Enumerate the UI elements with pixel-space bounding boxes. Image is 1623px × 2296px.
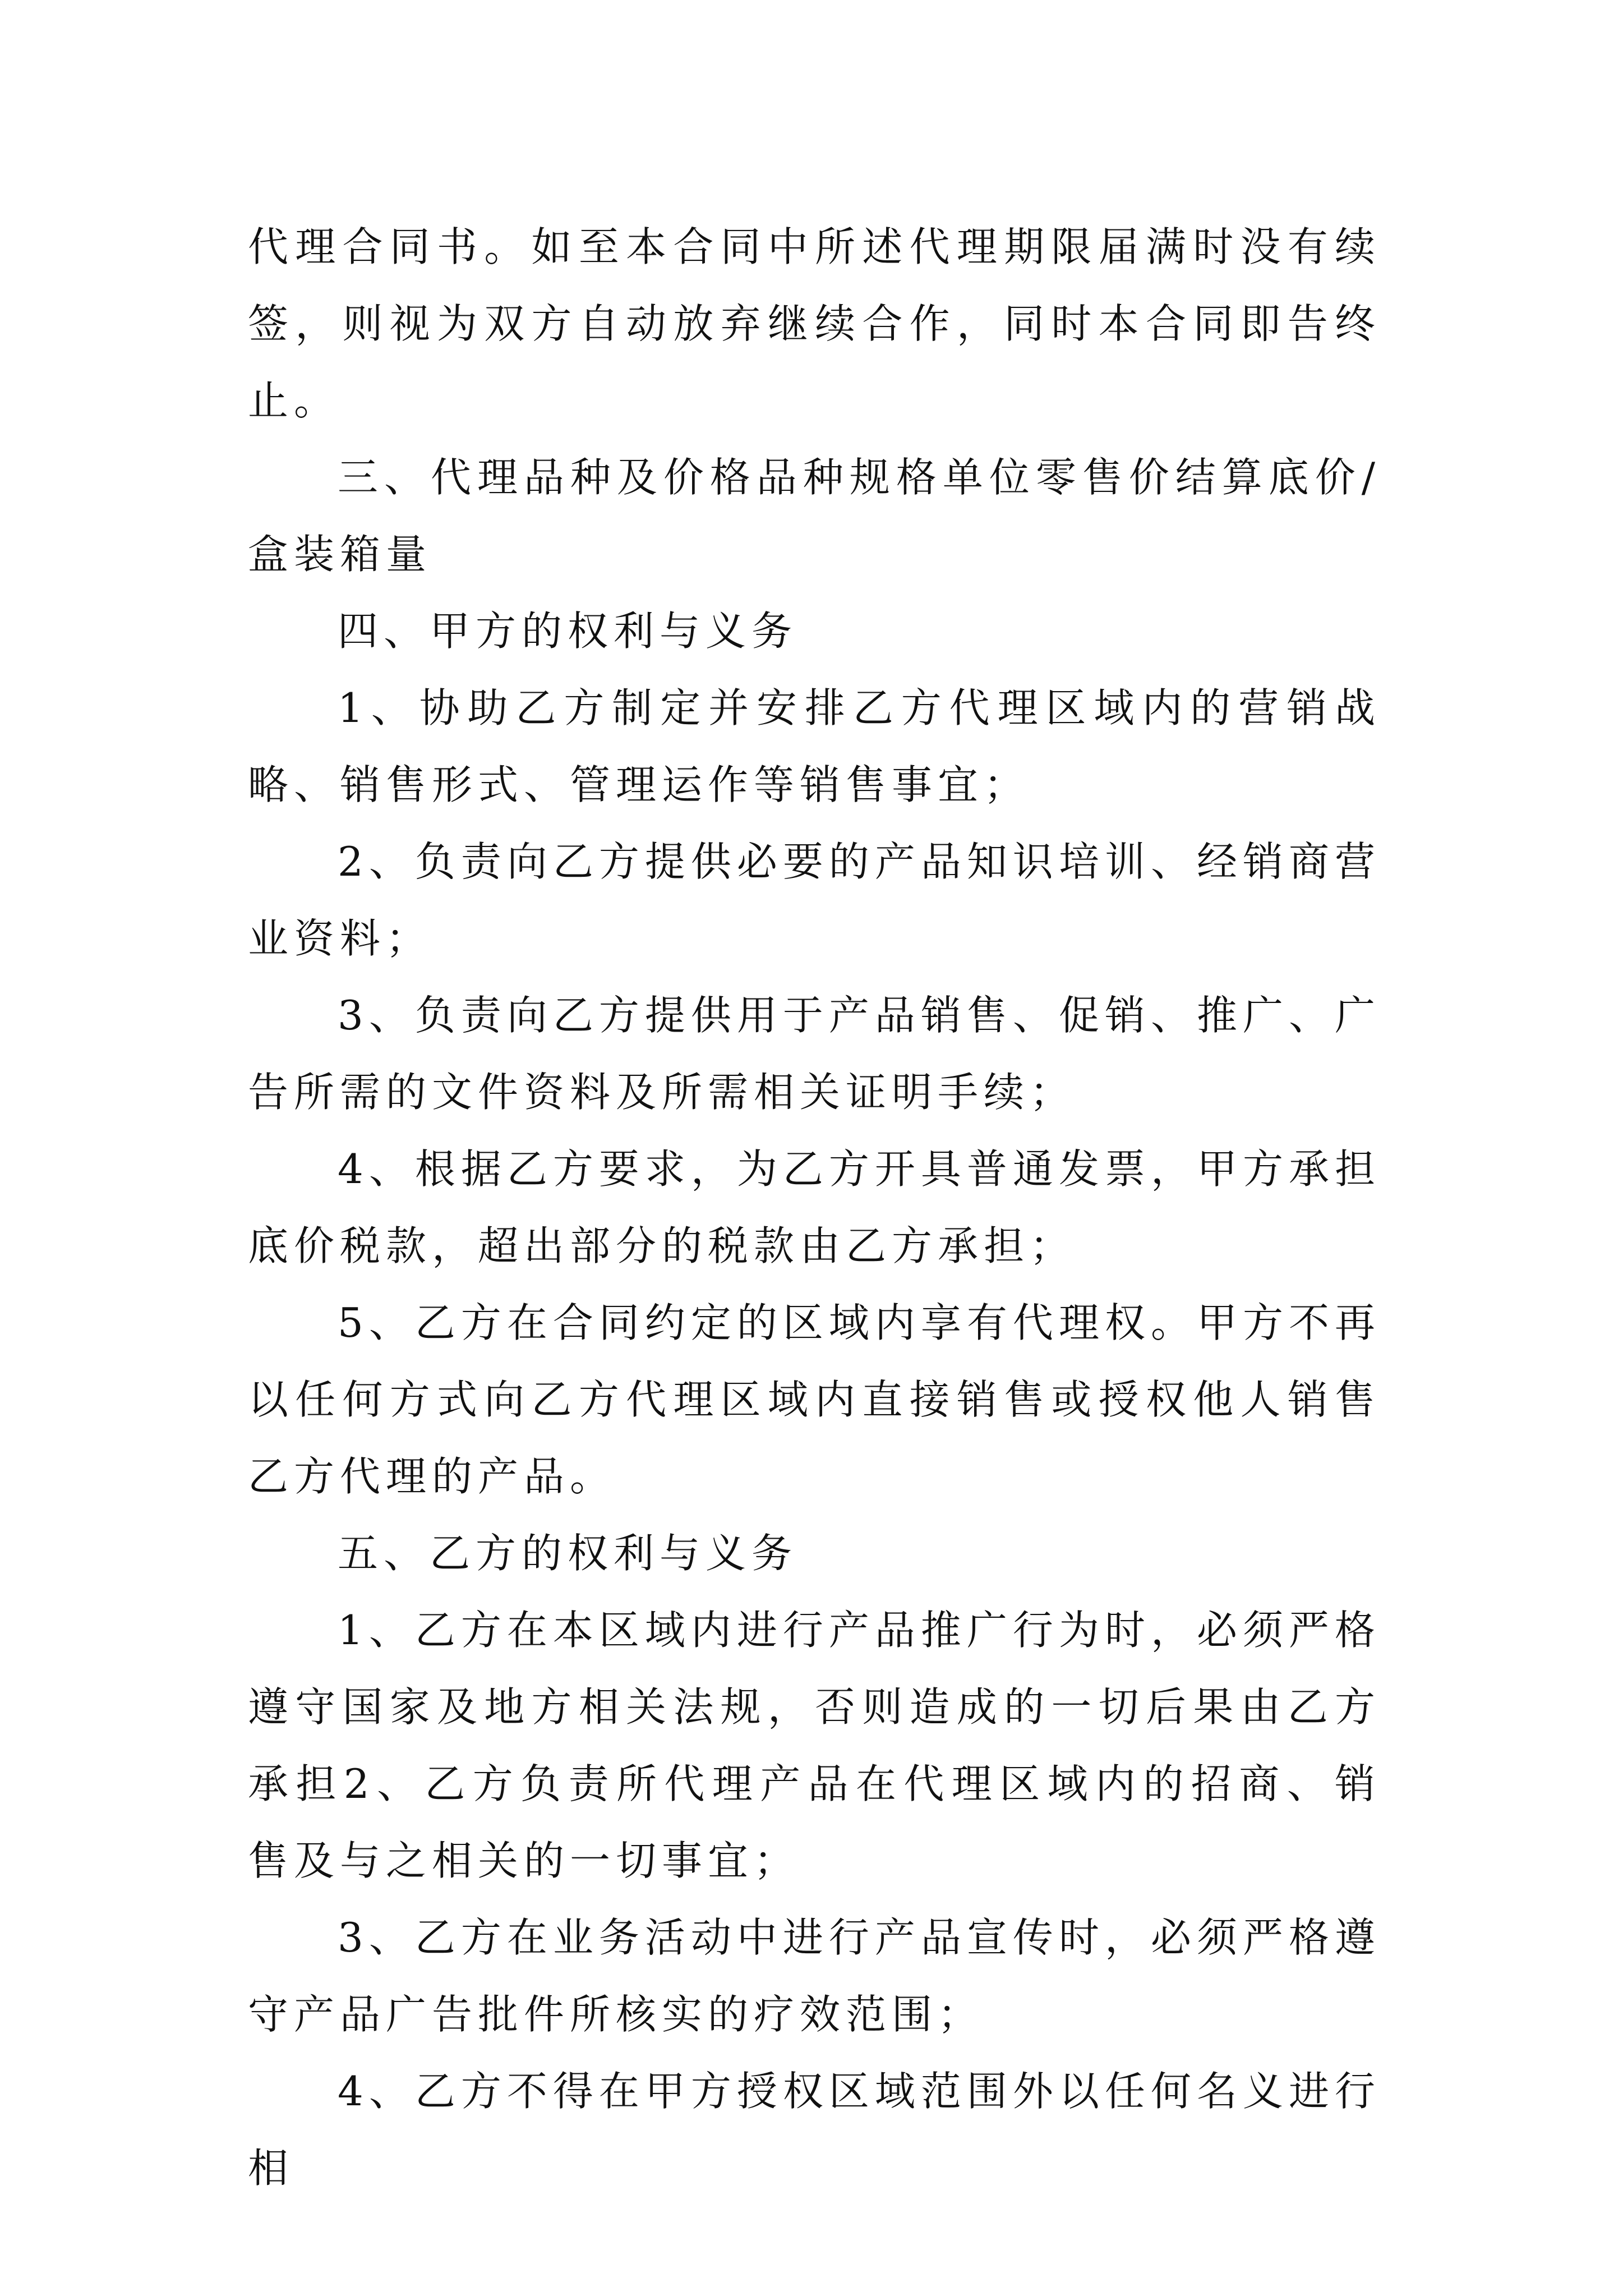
paragraph-party-a-item-2: 2、负责向乙方提供必要的产品知识培训、经销商营业资料； (248, 838, 1381, 962)
paragraph-party-a-item-3: 3、负责向乙方提供用于产品销售、促销、推广、广告所需的文件资料及所需相关证明手续； (248, 992, 1381, 1116)
paragraph-continuation: 代理合同书。如至本合同中所述代理期限届满时没有续签，则视为双方自动放弃继续合作，同时本合同即告终止。 (248, 223, 1381, 424)
paragraph-party-b-item-4: 4、乙方不得在甲方授权区域范围外以任何名义进行相 (248, 2068, 1381, 2192)
document-body (248, 209, 1381, 2207)
paragraph-party-a-item-1: 1、协助乙方制定并安排乙方代理区域内的营销战略、销售形式、管理运作等销售事宜； (248, 684, 1381, 808)
paragraph-party-a-item-4: 4、根据乙方要求，为乙方开具普通发票，甲方承担底价税款，超出部分的税款由乙方承担； (248, 1145, 1381, 1269)
paragraph-section-4-heading: 四、甲方的权利与义务 (338, 608, 798, 655)
paragraph-party-b-item-3: 3、乙方在业务活动中进行产品宣传时，必须严格遵守产品广告批件所核实的疗效范围； (248, 1914, 1381, 2038)
paragraph-party-b-item-1-2: 1、乙方在本区域内进行产品推广行为时，必须严格遵守国家及地方相关法规，否则造成的一切后果由乙方承担2、乙方负责所代理产品在代理区域内的招商、销售及与之相关的一切事宜； (248, 1607, 1381, 1884)
paragraph-section-3-heading: 三、代理品种及价格品种规格单位零售价结算底价/盒装箱量 (248, 454, 1381, 578)
paragraph-party-a-item-5: 5、乙方在合同约定的区域内享有代理权。甲方不再以任何方式向乙方代理区域内直接销售或授权他人销售乙方代理的产品。 (248, 1299, 1381, 1500)
paragraph-section-5-heading: 五、乙方的权利与义务 (338, 1530, 798, 1577)
